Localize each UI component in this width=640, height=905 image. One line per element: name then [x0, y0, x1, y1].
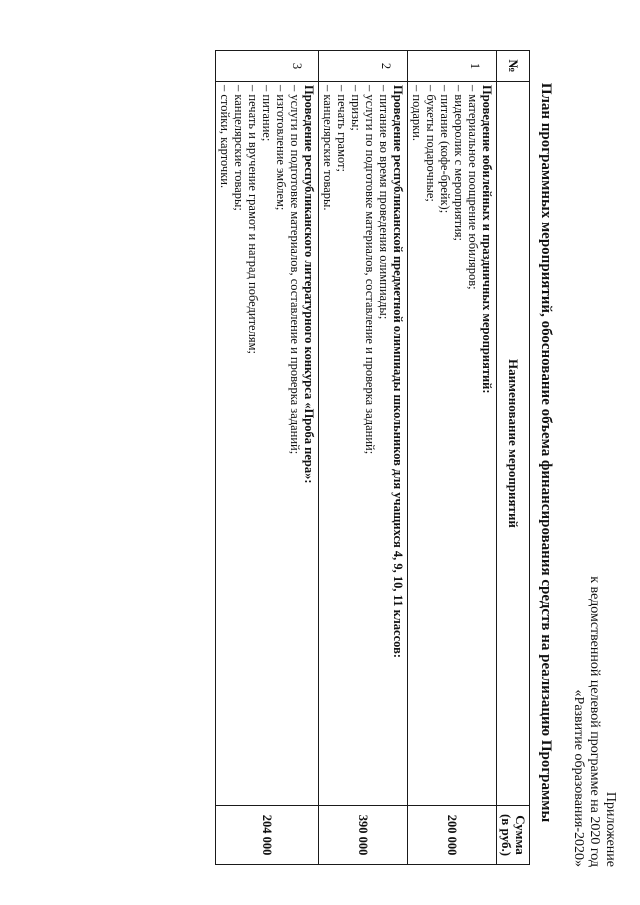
table-row	[319, 51, 408, 865]
event-item: – букеты подарочные;	[424, 85, 438, 202]
event-item: – услуги по подготовке материалов, составление и проверка заданий;	[363, 85, 377, 455]
row-description	[408, 82, 497, 806]
event-item: – печать грамот;	[335, 85, 349, 172]
event-item: – стойки, карточки.	[218, 85, 232, 189]
event-item: – канцелярские товары;	[232, 85, 246, 211]
row-number: 1	[408, 51, 497, 82]
event-title: Проведение республиканского литературного конкурса «Проба пера»:	[302, 85, 316, 484]
row-number: 2	[319, 51, 408, 82]
page-title: План программных мероприятий, обоснование объема финансирования средств на реализацию Программы	[538, 82, 554, 823]
event-item: – питание во время проведения олимпиады;	[377, 85, 391, 320]
appendix-line-2: к ведомственной целевой программе на 2020 год	[587, 576, 602, 867]
row-description	[216, 82, 319, 806]
row-sum: 200 000	[408, 806, 497, 865]
events-table	[215, 50, 530, 865]
table-row	[408, 51, 497, 865]
event-item: – питание;	[260, 85, 274, 142]
event-item: – изготовление эмблем;	[274, 85, 288, 211]
event-item: – печать и вручение грамот и наград победителям;	[246, 85, 260, 354]
header-number: №	[497, 51, 530, 82]
header-name: Наименование мероприятий	[497, 82, 530, 806]
header-sum: Сумма (в руб.)	[497, 806, 530, 865]
table-header-row	[497, 51, 530, 865]
event-item: – питание (кофе-брейк);	[438, 85, 452, 214]
event-title: Проведение республиканской предметной олимпиады школьников для учащихся 4, 9, 10, 11 классов:	[391, 85, 405, 658]
event-item: – подарки.	[410, 85, 424, 141]
row-description	[319, 82, 408, 806]
row-sum: 390 000	[319, 806, 408, 865]
appendix-line-3: «Развитие образования-2020»	[571, 689, 586, 867]
event-item: – видеоролик с мероприятия;	[452, 85, 466, 241]
appendix-line-1: Приложение	[603, 791, 618, 867]
row-number: 3	[216, 51, 319, 82]
table-row	[216, 51, 319, 865]
event-title: Проведение юбилейных и праздничных мероприятий:	[480, 85, 494, 394]
event-item: – канцелярские товары.	[321, 85, 335, 211]
event-item: – материальное поощрение юбиляров;	[466, 85, 480, 290]
row-sum: 204 000	[216, 806, 319, 865]
appendix-header	[570, 576, 618, 867]
event-item: – призы;	[349, 85, 363, 131]
event-item: – услуги по подготовке материалов, составление и проверка заданий;	[288, 85, 302, 455]
